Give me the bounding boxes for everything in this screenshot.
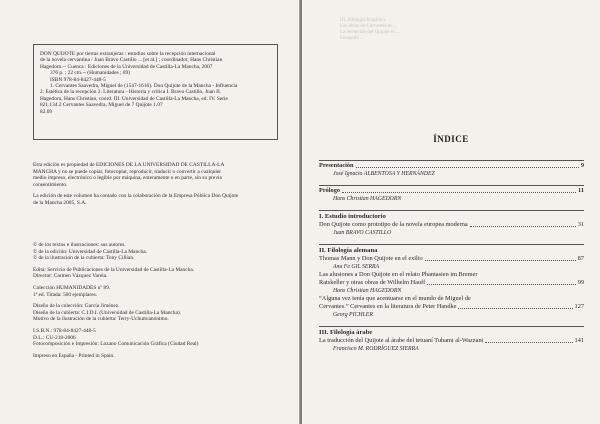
toc-entry-line[interactable]: “Alguna vez tenía que acentuarse en el mundo de Miguel de <box>319 295 471 302</box>
collab-line: La edición de este volumen ha contado con la colaboración de la Empresa Pública Don Quijote <box>33 193 239 200</box>
toc-section-heading: II. Filología alemana <box>319 247 378 254</box>
catalog-record-box <box>33 44 278 140</box>
toc-section-iii <box>319 326 584 353</box>
catalog-line: 376 p. ; 22 cm.-- (Humanidades ; 89) <box>50 70 131 77</box>
toc-author: Hans Christian HAGEDORN <box>333 196 402 202</box>
legal-deposit-line: D.L.: CU-218-2006 <box>33 334 76 341</box>
page-title: ÍNDICE <box>433 134 469 144</box>
collab-line: de la Mancha 2005, S.A. <box>33 199 87 206</box>
toc-author: Francisco M. RODRÍGUEZ SIERRA <box>333 346 419 352</box>
rights-line: MANCHA y no se puede copiar, fotocopiar, reproducir, traducir o convertir a cualquier <box>33 168 222 175</box>
edition-line: 1ª ed. Tirada: 500 ejemplares. <box>33 291 98 298</box>
design-line: Diseño de la cubierta: C.I.D.I. (Universidad de Castilla-La Mancha). <box>33 309 182 316</box>
toc-section-presentacion <box>319 160 584 178</box>
toc-section-prologo <box>319 185 584 203</box>
catalog-line: Hagedorn.-- Cuenca : Ediciones de la Universidad de Castilla-La Mancha, 2007 <box>40 63 213 70</box>
printed-in-line: Impreso en España - Printed in Spain. <box>33 352 115 359</box>
toc-entry[interactable]: Don Quijote como prototipo de la novela europea moderna 31 <box>319 221 584 228</box>
toc-entry[interactable]: Prólogo 11 <box>319 187 584 194</box>
catalog-line: DON QUIJOTE por tierras extranjeras : estudios sobre la recepción internacional <box>40 51 216 57</box>
toc-entry[interactable]: Thomas Mann y Don Quijote en el exilio 87 <box>319 255 584 262</box>
toc-entry[interactable]: Presentación 9 <box>319 162 584 169</box>
rights-notice <box>33 162 278 207</box>
table-of-contents <box>319 160 584 360</box>
copyright-line: © de los textos e ilustraciones: sus autores. <box>33 242 126 248</box>
copyright-line: © de la edición: Universidad de Castilla-La Mancha. <box>33 248 147 255</box>
bleed-through-text: III. Filología hispánica Las obras de Cervantes en ... La recepción del Quijote en ... Fernando ... <box>340 18 401 41</box>
catalog-line: ISBN 978-84-8427-448-5 <box>50 76 106 83</box>
rights-line: medio impreso, electrónico o legible por máquina, enteramente o en parte, sin su previo <box>33 175 223 182</box>
toc-section-ii <box>319 244 584 319</box>
catalog-line: 82.09 <box>40 108 53 115</box>
toc-entry[interactable]: Cervantes.” Cervantes en la literatura de Peter Handke 127 <box>319 303 584 310</box>
catalog-line: 2. Estética de la recepción 3. Literatura - Historia y crítica I. Bravo Castillo, Juan II. <box>40 89 222 96</box>
toc-entry-line[interactable]: Las alusiones a Don Quijote en el relato Phantasien im Bremer <box>319 271 478 278</box>
toc-author: Juan BRAVO CASTILLO <box>333 230 392 236</box>
catalog-line: Hagedorn, Hans Christian, coord. III. Universidad de Castilla-La Mancha, ed. IV. Serie <box>40 95 228 102</box>
toc-author: Ana Fe GIL SERRA <box>333 264 380 270</box>
design-line: Motivo de la ilustración de la cubierta: Terry-Uchum/anónimo. <box>33 316 169 323</box>
isbn-line: I.S.B.N.: 978-84-8427-448-5 <box>33 327 96 334</box>
toc-section-i <box>319 210 584 237</box>
toc-entry[interactable]: Ratskeller y otras obras de Wilhelm Hauff 99 <box>319 279 584 286</box>
printing-line: Fotocomposición e Impresión: Lozano Comunicación Gráfica (Ciudad Real) <box>33 341 199 348</box>
catalog-line: 821.134.2 Cervantes Saavedra, Miguel de 7 Quijote 1.07 <box>40 102 163 109</box>
design-line: Diseño de la colección: García Jiménez. <box>33 303 120 310</box>
copyright-block <box>33 242 278 359</box>
rights-line: consentimiento. <box>33 181 68 188</box>
toc-author: Hans Christian HAGEDORN <box>333 288 402 294</box>
publisher-line: Edita: Servicio de Publicaciones de la Universidad de Castilla-La Mancha. <box>33 266 195 273</box>
toc-section-heading: III. Filología árabe <box>319 329 373 336</box>
toc-entry[interactable]: La traducción del Quijote al árabe del tetuaní Tuhami al-Wazzani 141 <box>319 337 584 344</box>
rights-line: Esta edición es propiedad de EDICIONES DE LA UNIVERSIDAD DE CASTILLA-LA <box>33 162 225 168</box>
copyright-line: © de la ilustración de la cubierta: Tony Cillian. <box>33 255 135 262</box>
director-line: Director: Carmen Vázquez Varela. <box>33 273 108 280</box>
catalog-line: de la novela cervantina / Juan Bravo Castillo ... [et al.] ; coordinador, Hans Christian <box>40 57 223 64</box>
collection-line: Colección HUMANIDADES nº 89. <box>33 284 111 291</box>
catalog-line: 1. Cervantes Saavedra, Miguel de (1547-1616). Don Quijote de la Mancha - Influencia <box>50 83 238 90</box>
toc-section-heading: I. Estudio introductorio <box>319 213 386 220</box>
toc-author: Georg PICHLER <box>333 312 373 318</box>
toc-author: José Ignacio ALBENTOSA Y HERNÁNDEZ <box>333 171 435 177</box>
